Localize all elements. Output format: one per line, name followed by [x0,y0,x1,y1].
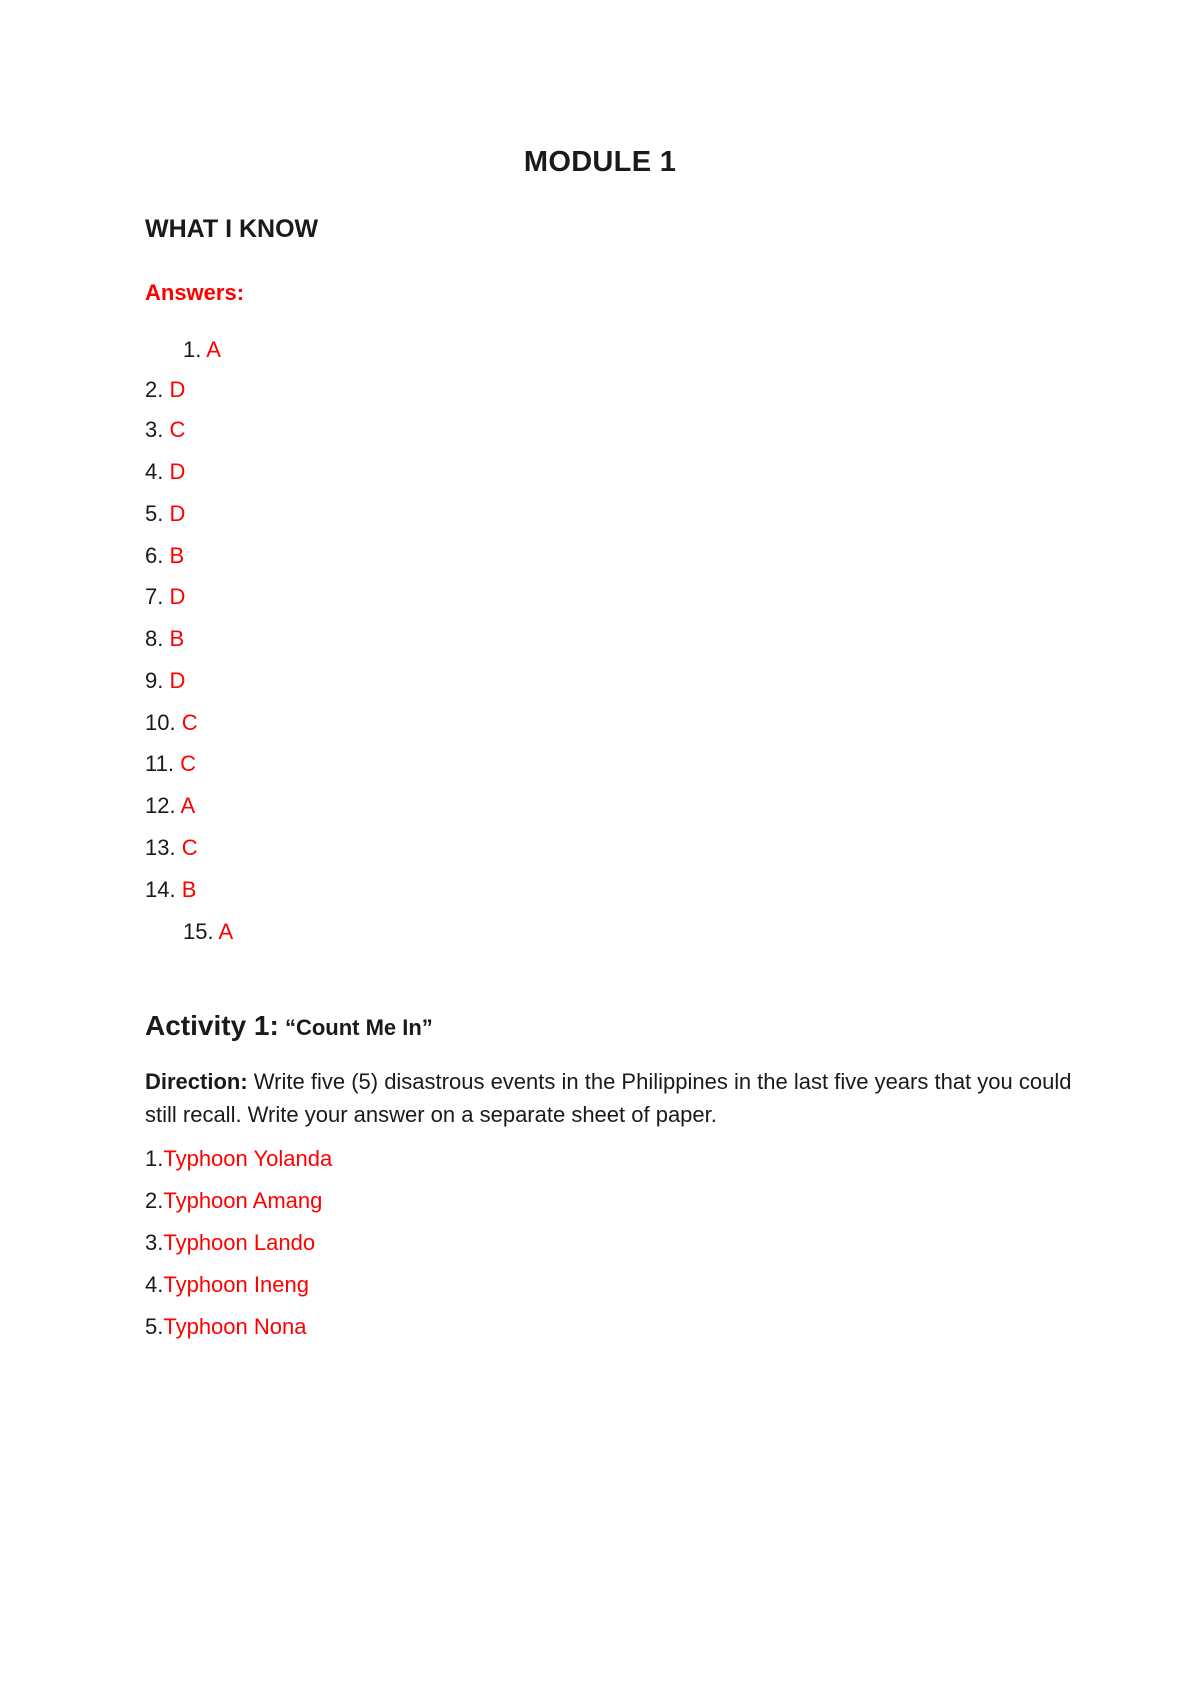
answer-number: 13. [145,835,182,860]
answer-item [145,624,184,654]
direction-paragraph [145,1065,1085,1131]
answer-value: C [181,710,198,735]
answer-item [145,666,185,696]
event-text: Typhoon Ineng [163,1272,309,1297]
event-number: 4. [145,1272,164,1297]
answer-item [145,415,185,445]
answer-item [145,499,185,529]
activity-subtitle: “Count Me In” [278,1015,433,1040]
event-number: 3. [145,1230,164,1255]
answer-item [145,541,184,571]
answer-item [145,375,185,405]
activity-label: Activity 1: [145,1010,279,1041]
answer-value: D [169,668,186,693]
event-item [145,1312,306,1342]
event-text: Typhoon Amang [163,1188,323,1213]
answer-value: B [181,877,197,902]
answer-number: 2. [145,377,170,402]
answer-value: A [206,337,221,362]
answer-number: 3. [145,417,170,442]
answer-number: 15. [183,919,219,944]
answer-value: C [181,835,198,860]
answer-number: 6. [145,543,170,568]
answer-item [145,875,196,905]
answer-number: 8. [145,626,170,651]
answer-item [145,708,198,738]
event-text: Typhoon Lando [163,1230,316,1255]
answer-number: 14. [145,877,182,902]
answer-value: C [180,751,196,776]
event-text: Typhoon Nona [163,1314,307,1339]
answer-value: B [169,543,185,568]
page-title: MODULE 1 [523,146,677,178]
answer-item [145,582,185,612]
answer-item [145,749,196,779]
event-item [145,1270,309,1300]
event-number: 5. [145,1314,164,1339]
answer-item [145,457,185,487]
answer-number: 1. [183,337,207,362]
answer-number: 7. [145,584,170,609]
answer-value: A [180,793,196,818]
answer-number: 5. [145,501,170,526]
event-number: 2. [145,1188,164,1213]
answer-item [183,335,221,365]
answers-label: Answers: [145,280,245,305]
answer-item [183,917,233,947]
answer-value: C [169,417,186,442]
direction-text: Write five (5) disastrous events in the Philippines in the last five years that you could still recall. Write your answer on a separate sheet of paper. [145,1069,1072,1127]
answer-value: D [169,584,186,609]
event-item [145,1228,315,1258]
event-text: Typhoon Yolanda [163,1146,333,1171]
direction-label: Direction: [145,1069,248,1094]
answer-number: 12. [145,793,181,818]
event-item [145,1144,332,1174]
answer-value: D [169,501,186,526]
answer-number: 4. [145,459,170,484]
answer-number: 10. [145,710,182,735]
event-item [145,1186,322,1216]
answer-value: D [169,377,186,402]
answer-value: B [169,626,185,651]
answer-number: 11. [145,751,181,776]
event-number: 1. [145,1146,164,1171]
answer-item [145,833,198,863]
activity-heading [145,1010,433,1042]
section-heading: WHAT I KNOW [145,215,319,243]
answer-item [145,791,195,821]
answer-number: 9. [145,668,170,693]
answer-value: A [218,919,234,944]
answer-value: D [169,459,186,484]
